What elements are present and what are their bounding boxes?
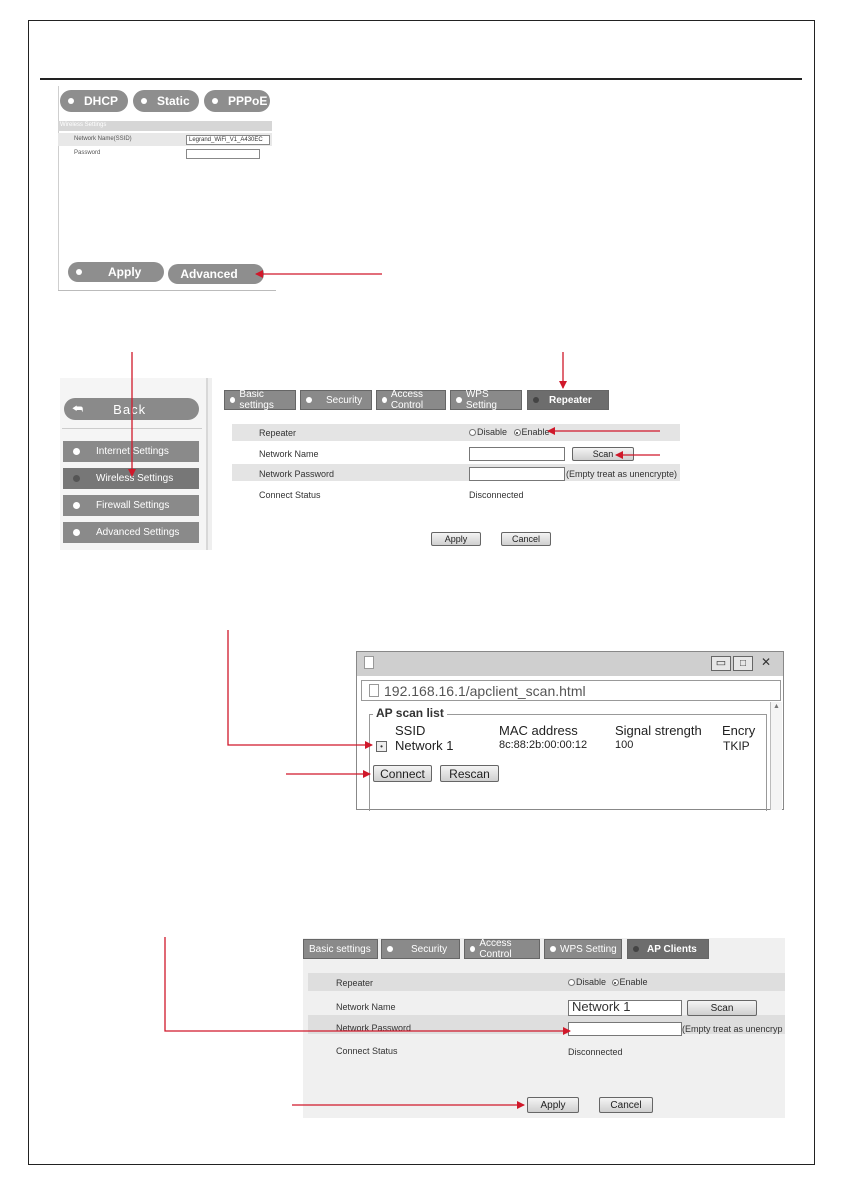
empty-password-note: (Empty treat as unencrypte) (566, 469, 678, 479)
maximize-icon[interactable]: □ (733, 656, 753, 671)
col-encry: Encry (722, 723, 756, 738)
sidebar-item-internet[interactable]: Internet Settings (63, 441, 199, 462)
sidebar-item-wireless[interactable]: Wireless Settings (63, 468, 199, 489)
connect-status-value-2: Disconnected (568, 1047, 623, 1057)
cancel-button-3[interactable]: Cancel (599, 1097, 653, 1113)
scrollbar[interactable]: ▲ (770, 702, 782, 810)
col-mac: MAC address (499, 723, 578, 738)
network-name-label: Network Name (259, 449, 319, 459)
advanced-button[interactable]: Advanced (168, 264, 264, 284)
tab-pppoe[interactable]: PPPoE (204, 90, 270, 112)
ssid-input[interactable]: Legrand_WiFi_V1_A430EC (186, 135, 270, 145)
tab-ap-clients[interactable]: AP Clients (627, 939, 709, 959)
back-button[interactable]: ⮪ Back (64, 398, 199, 420)
rescan-button[interactable]: Rescan (440, 765, 499, 782)
password-label: Password (74, 150, 101, 156)
table-row[interactable]: • Network 1 8c:88:2b:00:00:12 100 TKIP (360, 738, 768, 754)
tab-basic-settings[interactable]: Basic settings (224, 390, 296, 410)
network-password-label: Network Password (259, 469, 335, 479)
tab-wps-setting-2[interactable]: WPS Setting (544, 939, 622, 959)
minimize-icon[interactable]: ▭ (711, 656, 731, 671)
network-name-input-2[interactable]: Network 1 (568, 1000, 682, 1016)
empty-password-note-2: (Empty treat as unencryp (682, 1024, 783, 1034)
connect-status-value: Disconnected (469, 490, 524, 500)
col-signal: Signal strength (615, 723, 702, 738)
tab-basic-settings-2[interactable]: Basic settings (303, 939, 378, 959)
ap-scan-title: AP scan list (373, 706, 447, 720)
scan-button-2[interactable]: Scan (687, 1000, 757, 1016)
network-password-label-2: Network Password (336, 1023, 412, 1033)
close-icon[interactable]: ✕ (760, 655, 772, 669)
section-title: Wireless Settings (60, 122, 107, 128)
sidebar-item-firewall[interactable]: Firewall Settings (63, 495, 199, 516)
connect-status-label-2: Connect Status (336, 1046, 398, 1056)
row-select-radio[interactable]: • (376, 741, 387, 752)
sidebar-item-advanced[interactable]: Advanced Settings (63, 522, 199, 543)
tab-repeater[interactable]: Repeater (527, 390, 609, 410)
tab-access-control-2[interactable]: Access Control (464, 939, 540, 959)
arrow-to-network-row (228, 630, 372, 745)
repeater-label-2: Repeater (336, 978, 374, 988)
cancel-button-2[interactable]: Cancel (501, 532, 551, 546)
apply-button[interactable]: Apply (68, 262, 164, 282)
tab-wps-setting[interactable]: WPS Setting (450, 390, 522, 410)
address-bar[interactable]: 192.168.16.1/apclient_scan.html (361, 680, 781, 701)
scan-button[interactable]: Scan (572, 447, 634, 461)
apply-button-2[interactable]: Apply (431, 532, 481, 546)
repeater-radio-group-2: Disable Enable (568, 977, 648, 987)
tab-security[interactable]: Security (300, 390, 372, 410)
tab-access-control[interactable]: Access Control (376, 390, 446, 410)
ssid-label: Network Name(SSID) (74, 136, 132, 142)
tab-security-2[interactable]: Security (381, 939, 460, 959)
tab-static[interactable]: Static (133, 90, 199, 112)
connect-button[interactable]: Connect (373, 765, 432, 782)
arrow-to-password (165, 937, 570, 1031)
apply-button-3[interactable]: Apply (527, 1097, 579, 1113)
tab-dhcp[interactable]: DHCP (60, 90, 128, 112)
repeater-radio-group: Disable Enable (469, 427, 550, 437)
back-arrow-icon: ⮪ (72, 401, 84, 416)
connect-status-label: Connect Status (259, 490, 321, 500)
network-name-label-2: Network Name (336, 1002, 396, 1012)
repeater-label: Repeater (259, 428, 297, 438)
col-ssid: SSID (395, 723, 426, 738)
